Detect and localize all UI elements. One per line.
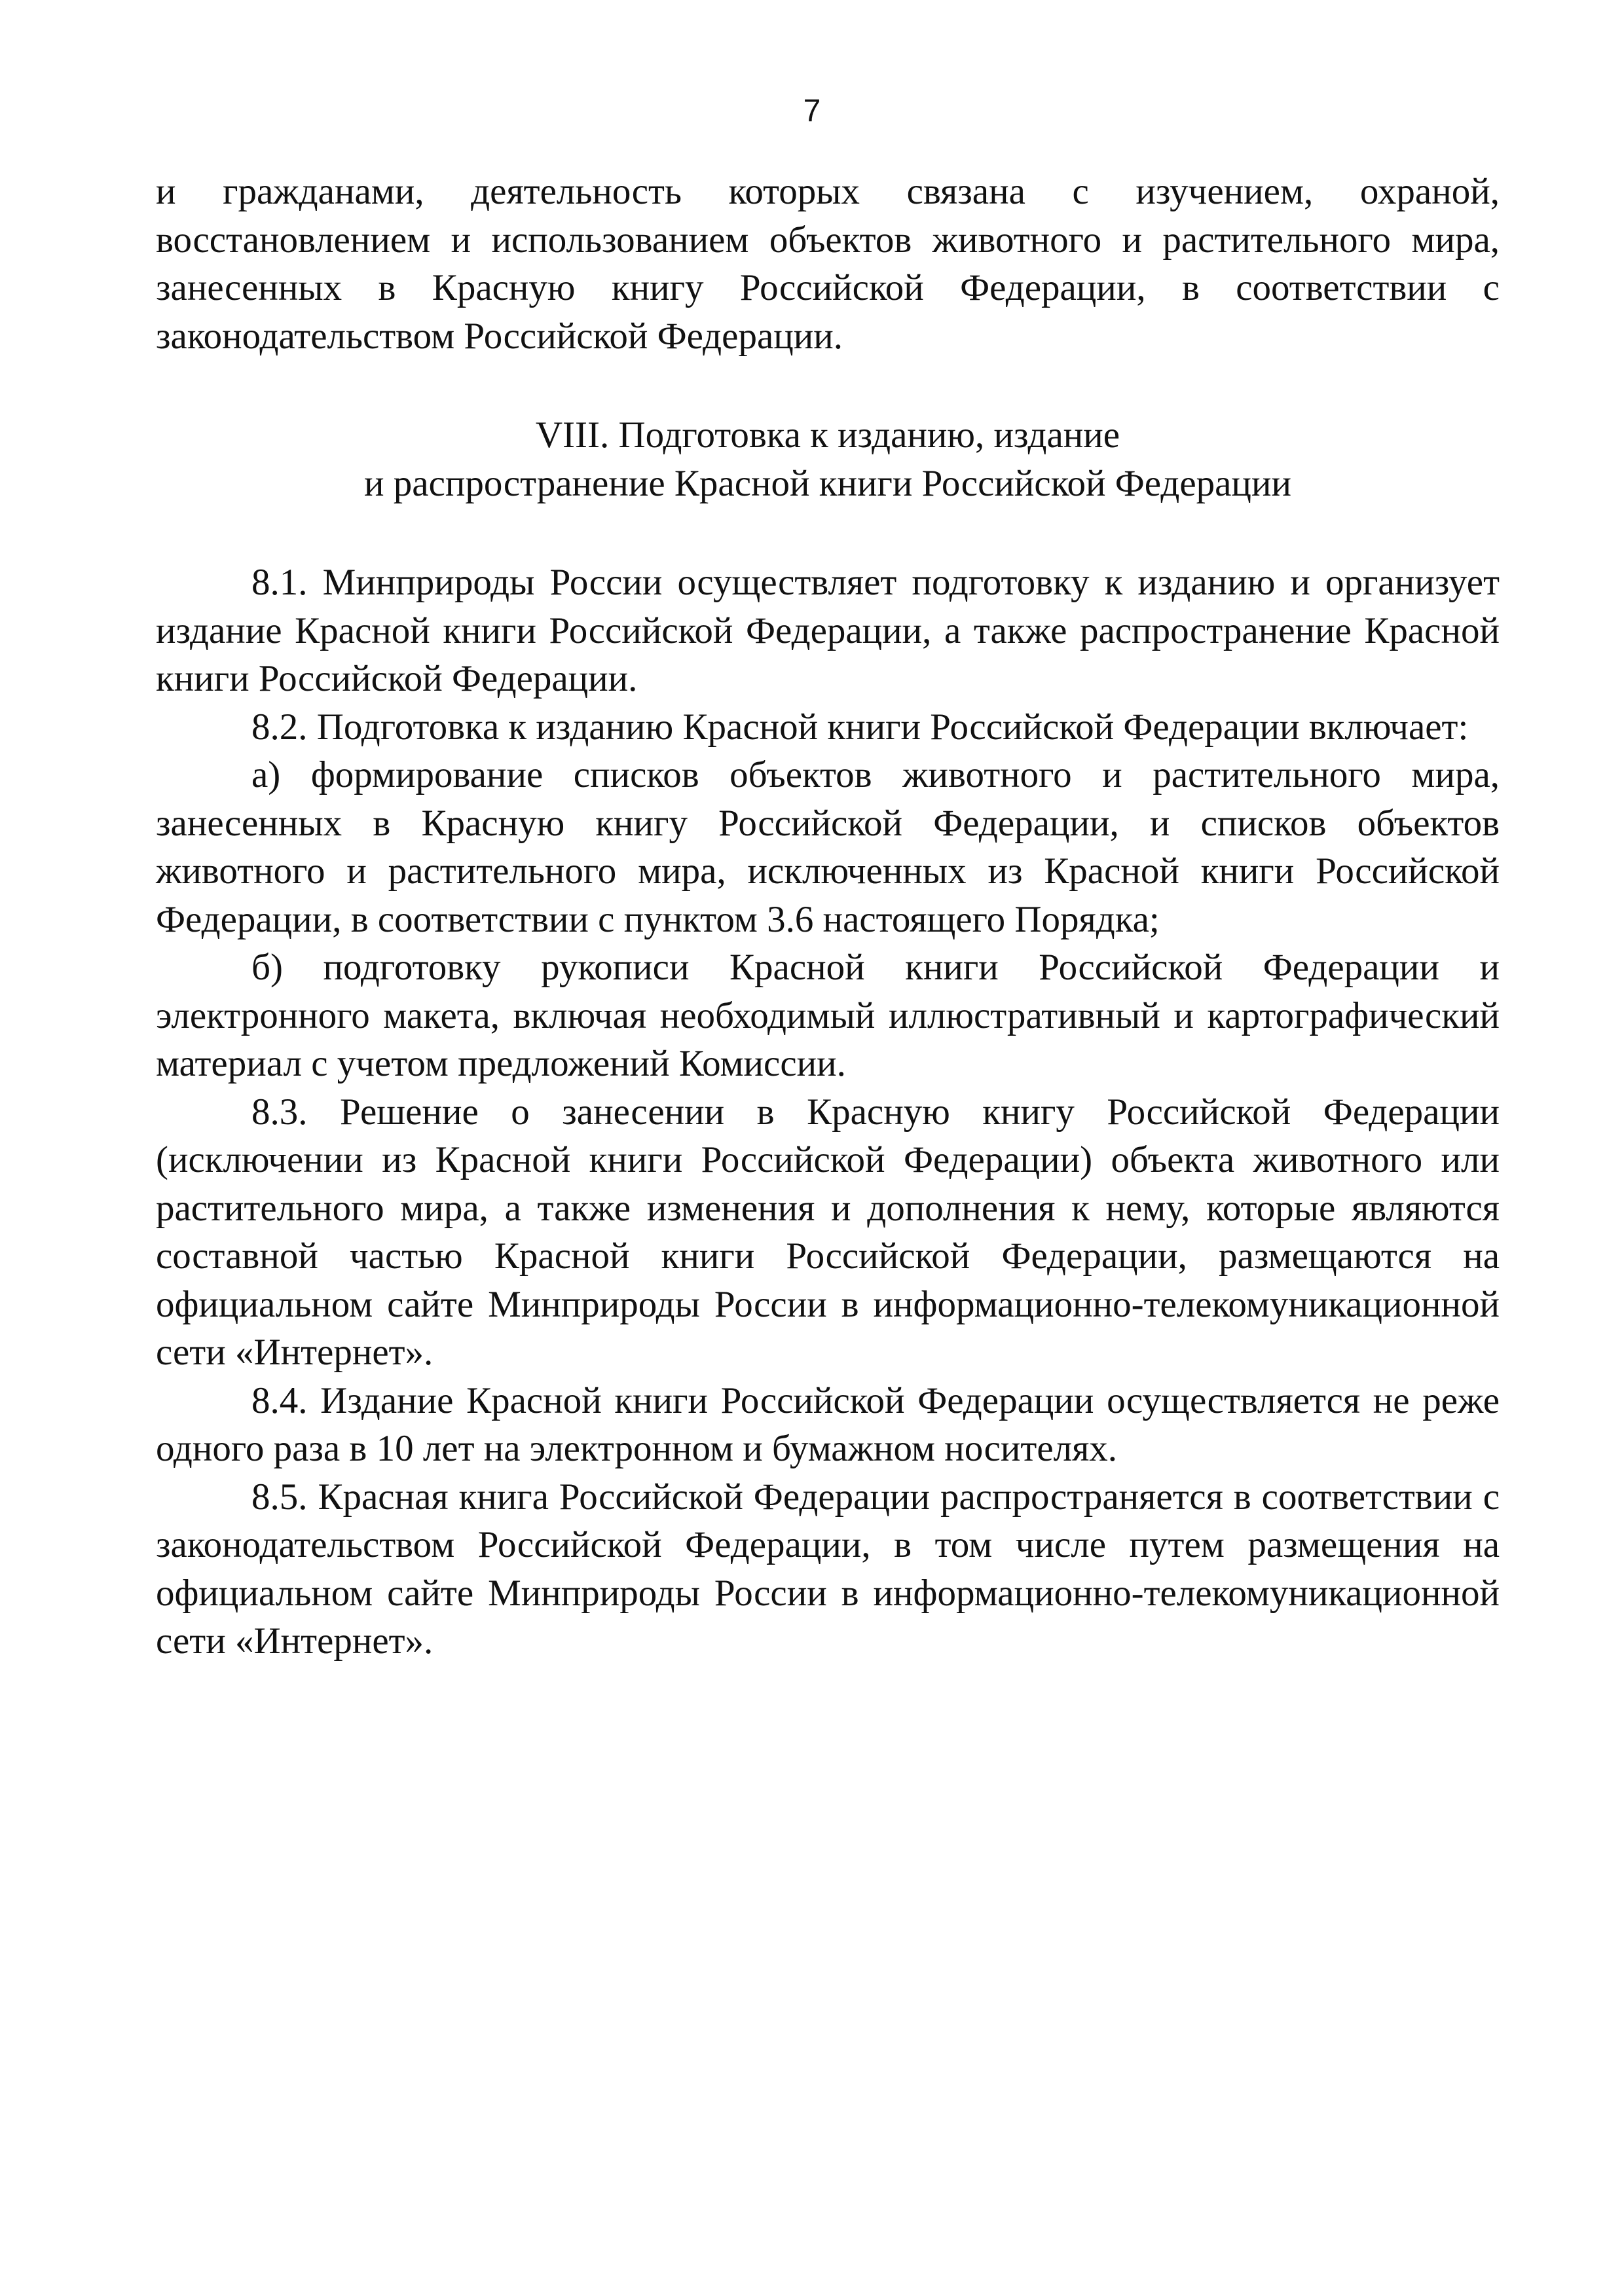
section-body	[156, 558, 1500, 1666]
paragraph-8-2: 8.2. Подготовка к изданию Красной книги Российской Федерации включает:	[251, 706, 1469, 748]
paragraph-8-1: 8.1. Минприроды России осуществляет подготовку к изданию и организует издание Красной книги Российской Федерации, а также распространение Красной книги Российской Федерации.	[156, 562, 1500, 699]
section-heading	[156, 411, 1500, 507]
paragraph-8-5: 8.5. Красная книга Российской Федерации распространяется в соответствии с законодательством Российской Федерации, в том числе путем размещения на официальном сайте Минприроды России в информационно-телекомуникационной сети «Интернет».	[156, 1476, 1500, 1662]
paragraph-8-2-a: а) формирование списков объектов животного и растительного мира, занесенных в Красную книгу Российской Федерации, и списков объектов животного и растительного мира, исключенных из Красной книги Российской Федерации, в соответствии с пунктом 3.6 настоящего Порядка;	[156, 754, 1500, 940]
intro-block	[156, 168, 1500, 360]
section-heading-line-2: и распространение Красной книги Российской Федерации	[364, 462, 1291, 504]
section-heading-line-1: VIII. Подготовка к изданию, издание	[535, 414, 1120, 456]
intro-paragraph: и гражданами, деятельность которых связана с изучением, охраной, восстановлением и использованием объектов животного и растительного мира, занесенных в Красную книгу Российской Федерации, в соответствии с законодательством Российской Федерации.	[156, 171, 1500, 357]
paragraph-8-4: 8.4. Издание Красной книги Российской Федерации осуществляется не реже одного раза в 10 лет на электронном и бумажном носителях.	[156, 1379, 1500, 1469]
paragraph-8-3: 8.3. Решение о занесении в Красную книгу Российской Федерации (исключении из Красной книги Российской Федерации) объекта животного или растительного мира, а также изменения и дополнения к нему, которые являются составной частью Красной книги Российской Федерации, размещаются на официальном сайте Минприроды России в информационно-телекомуникационной сети «Интернет».	[156, 1091, 1500, 1373]
page-number: 7	[803, 94, 821, 128]
paragraph-8-2-b: б) подготовку рукописи Красной книги Российской Федерации и электронного макета, включая необходимый иллюстративный и картографический материал с учетом предложений Комиссии.	[156, 947, 1500, 1084]
